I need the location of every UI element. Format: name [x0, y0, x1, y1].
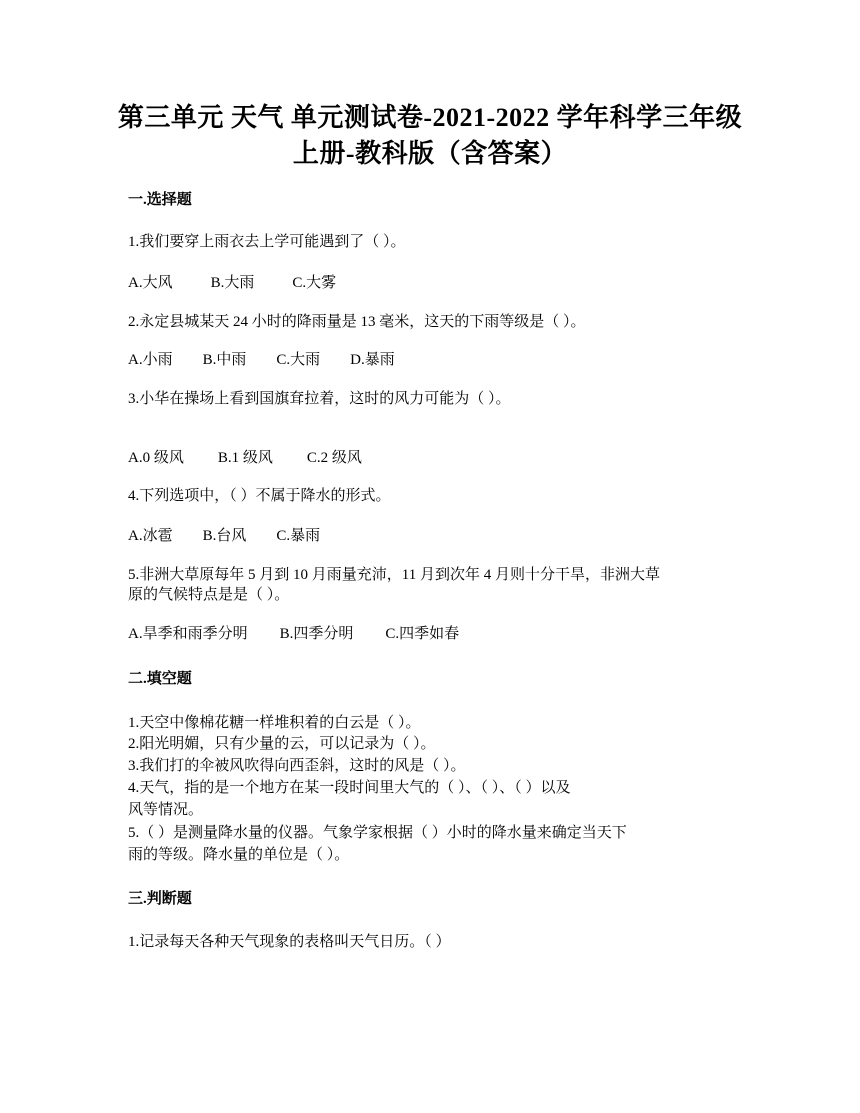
option-d: D.暴雨	[350, 352, 395, 368]
fill-line: 5.（ ）是测量降水量的仪器。气象学家根据（ ）小时的降水量来确定当天下	[128, 825, 627, 841]
question-text: 4.下列选项中，（ ）不属于降水的形式。	[128, 488, 391, 504]
option-a: A.小雨	[128, 352, 173, 368]
option-b: B.1 级风	[217, 450, 273, 466]
fill-line: 3.我们打的伞被风吹得向西歪斜，这时的风是（ ）。	[128, 758, 466, 774]
option-b: B.台风	[202, 528, 247, 544]
option-b: B.大雨	[210, 275, 255, 291]
question-text: 5.非洲大草原每年 5 月到 10 月雨量充沛，11 月到次年 4 月则十分干旱，非洲大草	[128, 567, 660, 583]
question-options	[128, 448, 362, 468]
option-a: A.冰雹	[128, 528, 173, 544]
section-heading-fill: 二.填空题	[128, 671, 192, 687]
section-heading-judge: 三.判断题	[128, 891, 192, 907]
option-b: B.中雨	[202, 352, 247, 368]
question-text: 3.小华在操场上看到国旗耷拉着，这时的风力可能为（ ）。	[128, 391, 511, 407]
fill-line: 1.天空中像棉花糖一样堆积着的白云是（ ）。	[128, 715, 421, 731]
fill-line: 2.阳光明媚，只有少量的云，可以记录为（ ）。	[128, 736, 436, 752]
option-c: C.2 级风	[306, 450, 362, 466]
option-c: C.大雨	[276, 352, 321, 368]
judge-question-text: 1.记录每天各种天气现象的表格叫天气日历。（ ）	[128, 934, 451, 950]
question-text: 2.永定县城某天 24 小时的降雨量是 13 毫米，这天的下雨等级是（ ）。	[128, 314, 586, 330]
page-title-line-2: 上册-教科版（含答案）	[292, 139, 568, 168]
question-options	[128, 273, 336, 293]
question-options	[128, 624, 459, 644]
question-text: 原的气候特点是是（ ）。	[128, 587, 290, 603]
question-text: 1.我们要穿上雨衣去上学可能遇到了（ ）。	[128, 234, 406, 250]
question-options	[128, 526, 320, 546]
option-a: A.大风	[128, 275, 173, 291]
option-a: A.0 级风	[128, 450, 184, 466]
page-title-line-1: 第三单元 天气 单元测试卷-2021-2022 学年科学三年级	[117, 103, 743, 132]
option-b: B.四季分明	[279, 626, 354, 642]
question-options	[128, 350, 395, 370]
option-c: C.大雾	[292, 275, 337, 291]
option-c: C.暴雨	[276, 528, 321, 544]
section-heading-choice: 一.选择题	[128, 192, 192, 208]
fill-line: 雨的等级。降水量的单位是（ ）。	[128, 847, 350, 863]
option-c: C.四季如春	[385, 626, 460, 642]
fill-line: 4.天气，指的是一个地方在某一段时间里大气的（ ）、（ ）、（ ）以及	[128, 780, 571, 796]
fill-line: 风等情况。	[128, 802, 204, 818]
option-a: A.旱季和雨季分明	[128, 626, 248, 642]
